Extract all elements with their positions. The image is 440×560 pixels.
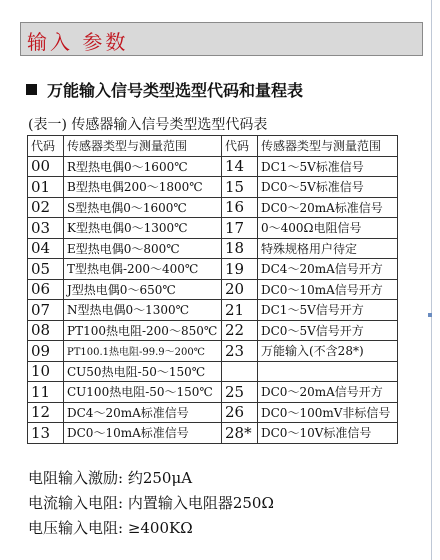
table-row — [28, 177, 398, 198]
cell-code-left: 05 — [28, 259, 64, 280]
table-row — [28, 156, 398, 177]
cell-code-left: 09 — [28, 341, 64, 362]
table-row — [28, 218, 398, 239]
cell-type-right: DC4～20mA信号开方 — [258, 259, 398, 280]
table-row — [28, 300, 398, 321]
cell-code-left: 10 — [28, 361, 64, 382]
cell-code-left: 04 — [28, 238, 64, 259]
cell-type-left: CU50热电阻-50～150℃ — [64, 361, 222, 382]
cell-code-left: 13 — [28, 423, 64, 444]
cell-type-left: J型热电偶0～650℃ — [64, 279, 222, 300]
cell-type-left: PT100.1热电阻-99.9～200℃ — [64, 341, 222, 362]
table-row — [28, 361, 398, 382]
side-marker — [428, 313, 432, 317]
note-resistance-excitation: 电阻输入激励: 约250μA — [28, 469, 193, 487]
table-header-row — [28, 136, 398, 157]
section-heading — [26, 78, 303, 101]
cell-type-right: DC1～5V信号开方 — [258, 300, 398, 321]
cell-type-left: DC0～10mA标准信号 — [64, 423, 222, 444]
note-current-input-resistance: 电流输入电阻: 内置输入电阻器250Ω — [28, 494, 274, 512]
note-voltage-input-resistance: 电压输入电阻: ≥400KΩ — [28, 519, 193, 537]
cell-code-right: 16 — [222, 197, 258, 218]
cell-code-right: 25 — [222, 382, 258, 403]
table-row — [28, 238, 398, 259]
title-bar — [20, 22, 423, 56]
table-row — [28, 402, 398, 423]
cell-code-right: 21 — [222, 300, 258, 321]
cell-code-left: 06 — [28, 279, 64, 300]
cell-type-right: DC1～5V标准信号 — [258, 156, 398, 177]
header-type-left: 传感器类型与测量范围 — [64, 136, 222, 157]
cell-type-right: 万能输入(不含28*) — [258, 341, 398, 362]
table-row — [28, 197, 398, 218]
cell-type-right: 0～400Ω电阻信号 — [258, 218, 398, 239]
cell-type-left: S型热电偶0～1600℃ — [64, 197, 222, 218]
header-code-left: 代码 — [28, 136, 64, 157]
table-row — [28, 423, 398, 444]
input-notes — [28, 466, 274, 541]
cell-type-left: B型热电偶200～1800℃ — [64, 177, 222, 198]
cell-type-right: DC0～5V标准信号 — [258, 177, 398, 198]
section-heading-text: 万能输入信号类型选型代码和量程表 — [47, 81, 304, 100]
table-row — [28, 382, 398, 403]
cell-code-left: 00 — [28, 156, 64, 177]
cell-code-right: 17 — [222, 218, 258, 239]
cell-type-right: DC0～5V信号开方 — [258, 320, 398, 341]
cell-code-right: 19 — [222, 259, 258, 280]
cell-code-right: 15 — [222, 177, 258, 198]
cell-type-right: DC0～100mV非标信号 — [258, 402, 398, 423]
table-row — [28, 259, 398, 280]
cell-type-left: K型热电偶0～1300℃ — [64, 218, 222, 239]
cell-code-right: 18 — [222, 238, 258, 259]
cell-code-right: 14 — [222, 156, 258, 177]
header-type-right: 传感器类型与测量范围 — [258, 136, 398, 157]
cell-code-left: 11 — [28, 382, 64, 403]
sensor-code-table — [27, 135, 398, 444]
cell-code-right: 28* — [222, 423, 258, 444]
page-title: 输入 参数 — [27, 30, 129, 54]
cell-code-right: 23 — [222, 341, 258, 362]
table-row — [28, 320, 398, 341]
table-caption: (表一) 传感器输入信号类型选型代码表 — [28, 117, 268, 133]
cell-code-right: 26 — [222, 402, 258, 423]
cell-code-right: 20 — [222, 279, 258, 300]
cell-type-left: CU100热电阻-50～150℃ — [64, 382, 222, 403]
cell-code-left: 07 — [28, 300, 64, 321]
cell-type-left: R型热电偶0～1600℃ — [64, 156, 222, 177]
cell-type-left: PT100热电阻-200～850℃ — [64, 320, 222, 341]
cell-type-left: E型热电偶0～800℃ — [64, 238, 222, 259]
cell-type-left: T型热电偶-200～400℃ — [64, 259, 222, 280]
cell-code-left: 01 — [28, 177, 64, 198]
cell-code-right: 22 — [222, 320, 258, 341]
square-bullet-icon — [26, 84, 37, 95]
cell-type-right — [258, 361, 398, 382]
cell-type-right: DC0～10mA信号开方 — [258, 279, 398, 300]
cell-code-left: 08 — [28, 320, 64, 341]
cell-code-left: 03 — [28, 218, 64, 239]
cell-code-left: 12 — [28, 402, 64, 423]
cell-type-left: N型热电偶0～1300℃ — [64, 300, 222, 321]
header-code-right: 代码 — [222, 136, 258, 157]
cell-type-right: DC0～20mA信号开方 — [258, 382, 398, 403]
cell-type-right: 特殊规格用户待定 — [258, 238, 398, 259]
cell-type-right: DC0～10V标准信号 — [258, 423, 398, 444]
cell-code-left: 02 — [28, 197, 64, 218]
table-row — [28, 279, 398, 300]
cell-code-right — [222, 361, 258, 382]
table-row — [28, 341, 398, 362]
cell-type-left: DC4～20mA标准信号 — [64, 402, 222, 423]
cell-type-right: DC0～20mA标准信号 — [258, 197, 398, 218]
